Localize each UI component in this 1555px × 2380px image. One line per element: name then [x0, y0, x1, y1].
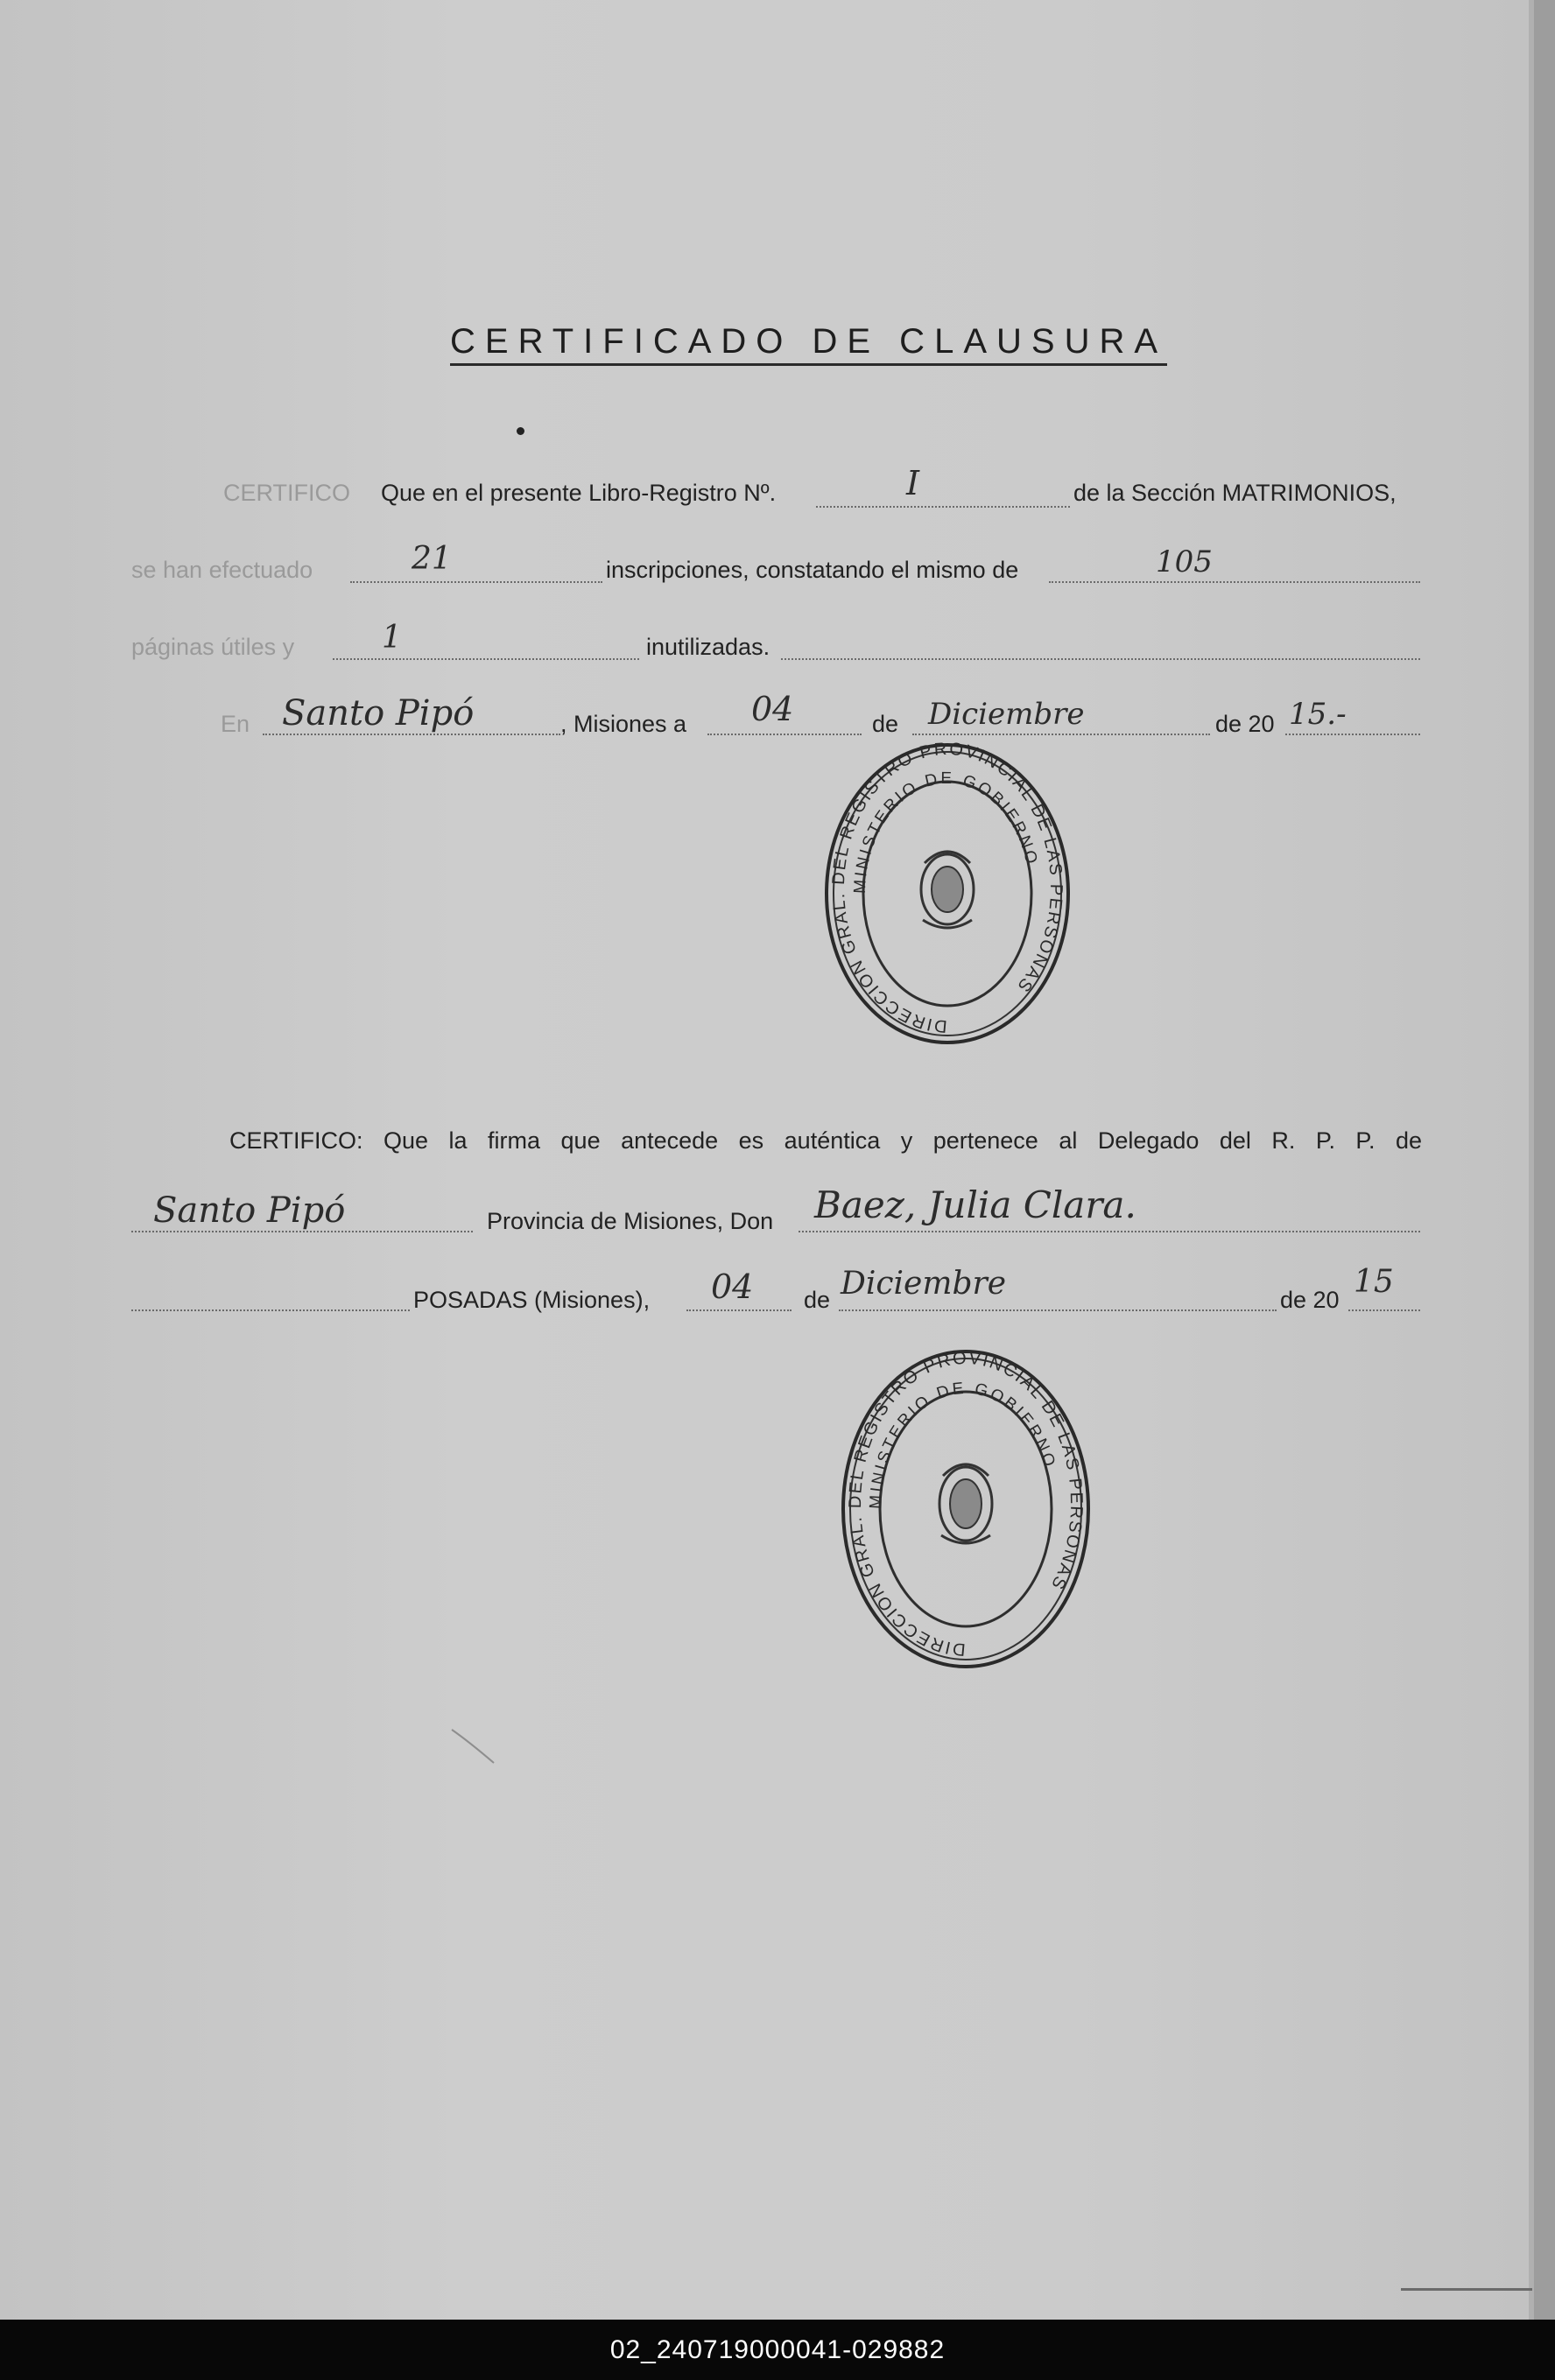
second-certifico-line	[229, 1127, 1422, 1155]
inscripciones-count-handwritten: 21	[412, 541, 452, 577]
seccion-text: de la Sección MATRIMONIOS,	[1073, 480, 1397, 506]
utiles-text: páginas útiles y	[131, 634, 295, 660]
seal-inner-text: MINISTERIO DE GOBIERNO	[850, 769, 1041, 895]
seal-outer-text: DIRECCION GRAL. DEL REGISTRO PROVINCIAL DE LAS PERSONAS	[828, 741, 1066, 1036]
page-edge-shadow	[1534, 0, 1555, 2320]
second-certifico-text: Que la firma que antecede es auténtica y pertenece al Delegado del R. P. P. de	[383, 1127, 1422, 1154]
paginas-line	[1049, 581, 1420, 583]
dia-line	[707, 734, 862, 735]
seal-2-outer-text: DIRECCION GRAL. DEL REGISTRO PROVINCIAL DE LAS PERSONAS	[845, 1348, 1087, 1660]
coat-of-arms-icon	[921, 852, 974, 928]
libro-no-handwritten: I	[906, 464, 920, 502]
inscripciones-line	[350, 581, 602, 583]
second-anio-prefix-text: de 20	[1280, 1287, 1340, 1313]
mes-handwritten: Diciembre	[928, 697, 1085, 732]
second-lugar-handwritten: Santo Pipó	[153, 1190, 346, 1231]
provincia-text: Provincia de Misiones, Don	[487, 1208, 774, 1234]
bullet-dot	[517, 427, 524, 435]
seal-2-inner-text: MINISTERIO DE GOBIERNO	[866, 1379, 1059, 1510]
delegado-handwritten: Baez, Julia Clara.	[814, 1183, 1136, 1226]
coat-of-arms-icon-2	[939, 1464, 992, 1543]
inutilizadas-line	[333, 658, 639, 660]
footer-caption: 02_240719000041-029882	[0, 2320, 1555, 2380]
second-mes-line	[839, 1309, 1277, 1311]
second-certifico-label: CERTIFICO:	[229, 1127, 363, 1154]
inutilizadas-text: inutilizadas.	[646, 634, 770, 660]
second-de-text: de	[804, 1287, 831, 1313]
second-dia-line	[686, 1309, 792, 1311]
delegado-line	[799, 1231, 1420, 1232]
dia-handwritten: 04	[751, 690, 794, 728]
anio-prefix-text: de 20	[1215, 711, 1275, 737]
inscripciones-text: inscripciones, constatando el mismo de	[606, 557, 1019, 583]
posadas-leading-line	[131, 1309, 410, 1311]
second-dia-handwritten: 04	[711, 1267, 754, 1306]
official-seal-stamp-2	[839, 1346, 1093, 1672]
misiones-a-text: , Misiones a	[560, 711, 687, 737]
anio-handwritten: 15.-	[1289, 697, 1347, 732]
posadas-text: POSADAS (Misiones),	[413, 1287, 651, 1313]
second-mes-handwritten: Diciembre	[841, 1266, 1007, 1302]
paginas-count-handwritten: 105	[1156, 544, 1213, 579]
second-anio-line	[1348, 1309, 1420, 1311]
libro-no-line	[816, 506, 1070, 508]
mes-line	[912, 734, 1210, 735]
certifico-label: CERTIFICO	[223, 480, 351, 506]
page-bottom-edge	[1401, 2288, 1532, 2291]
second-anio-handwritten: 15	[1354, 1264, 1394, 1300]
document-title: CERTIFICADO DE CLAUSURA	[450, 322, 1167, 366]
de-text: de	[872, 711, 899, 737]
lugar-line	[263, 734, 560, 735]
second-lugar-line	[131, 1231, 473, 1232]
inutilizadas-trailing-line	[781, 658, 1420, 660]
en-text: En	[221, 711, 250, 737]
efectuado-text: se han efectuado	[131, 557, 313, 583]
pen-mark	[448, 1724, 501, 1768]
intro-text: Que en el presente Libro-Registro Nº.	[381, 480, 777, 506]
lugar-handwritten: Santo Pipó	[282, 693, 475, 734]
official-seal-stamp	[821, 741, 1073, 1047]
inutilizadas-count-handwritten: 1	[382, 620, 402, 656]
anio-line	[1285, 734, 1420, 735]
